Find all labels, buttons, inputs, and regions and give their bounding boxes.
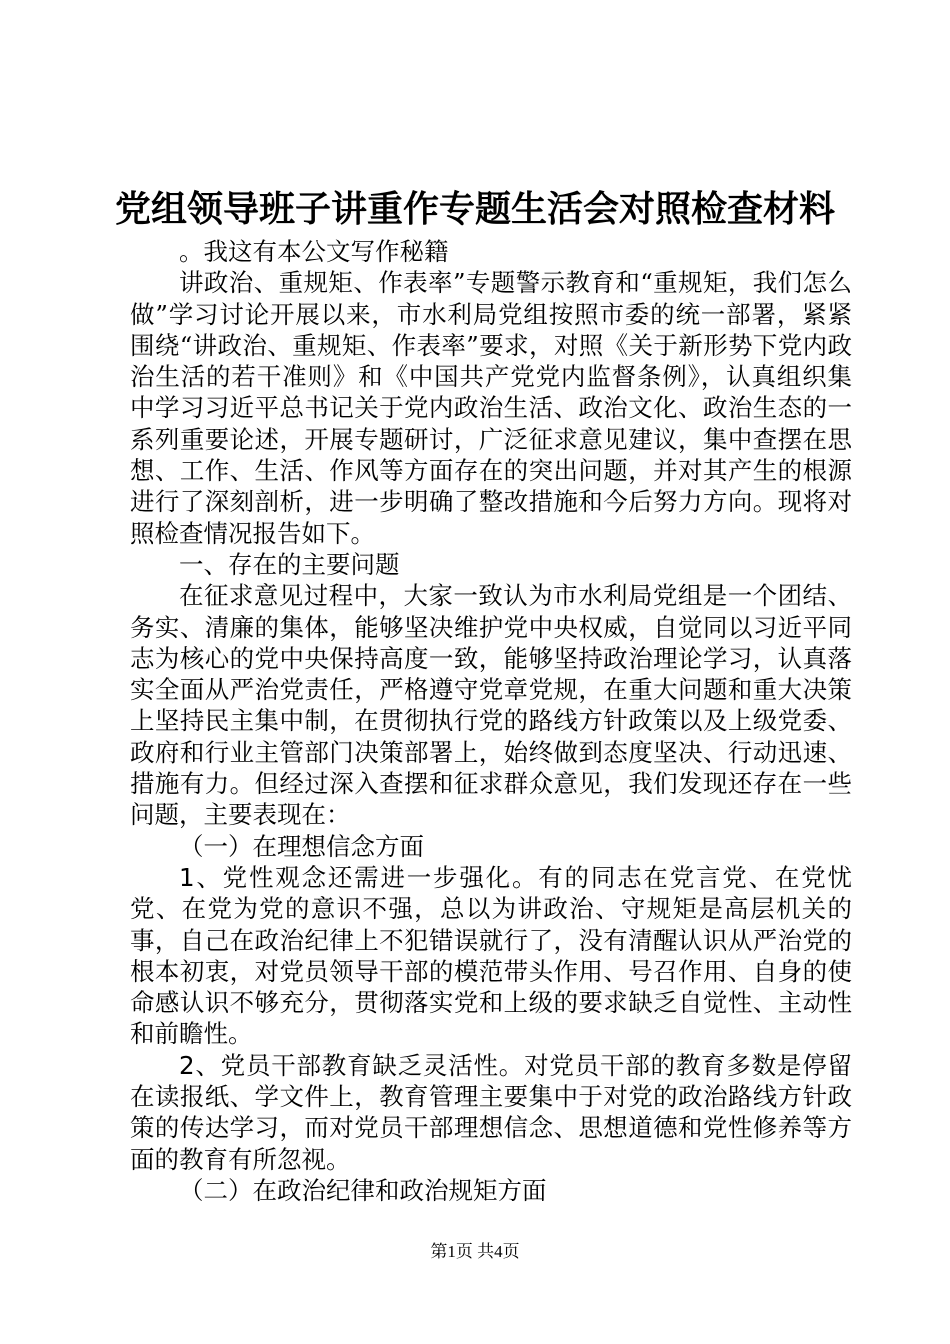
section-heading-main-problems: 一、存在的主要问题 [179, 549, 400, 579]
page-footer: 第1页 共4页 [430, 1242, 520, 1261]
document-title: 党组领导班子讲重作专题生活会对照检查材料 [114, 189, 835, 230]
item-1-body: 有的同志在党言党、在党忧党、在党为党的意识不强，总以为讲政治、守规矩是高层机关的事，自己在政治纪律上不犯错误就行了，没有清醒认识从严治党的根本初衷，对党员领导干部的模范带头作用、号召作用、自身的使命感认识不够充分，贯彻落实党和上级的要求缺乏自觉性、主动性和前瞻性。 [130, 862, 852, 1049]
subsection-heading-discipline: （二）在政治纪律和政治规矩方面 [179, 1175, 547, 1205]
paragraph-intro-note: 。我这有本公文写作秘籍 [179, 237, 449, 266]
subsection-heading-ideals: （一）在理想信念方面 [179, 831, 424, 861]
paragraph-preamble: 讲政治、重规矩、作表率”专题警示教育和“重规矩，我们怎么做”学习讨论开展以来，市水利局党组按照市委的统一部署，紧紧围绕“讲政治、重规矩、作表率”要求，对照《关于新形势下党内政治生活的若干准则》和《中国共产党党内监督条例》，认真组织集中学习习近平总书记关于党内政治生活、政治文化、政治生态的一系列重要论述，开展专题研讨，广泛征求意见建议，集中查摆在思想、工作、生活、作风等方面存在的突出问题，并对其产生的根源进行了深刻剖析，进一步明确了整改措施和今后努力方向。现将对照检查情况报告如下。 [130, 268, 852, 548]
document-body [130, 236, 852, 1206]
paragraph-item-1 [130, 862, 852, 1050]
paragraph-item-2 [130, 1050, 852, 1175]
paragraph-opinion-summary: 在征求意见过程中，大家一致认为市水利局党组是一个团结、务实、清廉的集体，能够坚决维护党中央权威，自觉同以习近平同志为核心的党中央保持高度一致，能够坚持政治理论学习，认真落实全面从严治党责任，严格遵守党章党规，在重大问题和重大决策上坚持民主集中制，在贯彻执行党的路线方针政策以及上级党委、政府和行业主管部门决策部署上，始终做到态度坚决、行动迅速、措施有力。但经过深入查摆和征求群众意见，我们发现还存在一些问题，主要表现在： [130, 581, 852, 830]
item-1-lead: 1、党性观念还需进一步强化。 [179, 862, 539, 892]
item-2-body: 对党员干部的教育多数是停留在读报纸、学文件上，教育管理主要集中于对党的政治路线方针政策的传达学习，而对党员干部理想信念、思想道德和党性修养等方面的教育有所忽视。 [130, 1050, 852, 1174]
item-2-lead: 2、党员干部教育缺乏灵活性。 [179, 1050, 525, 1080]
